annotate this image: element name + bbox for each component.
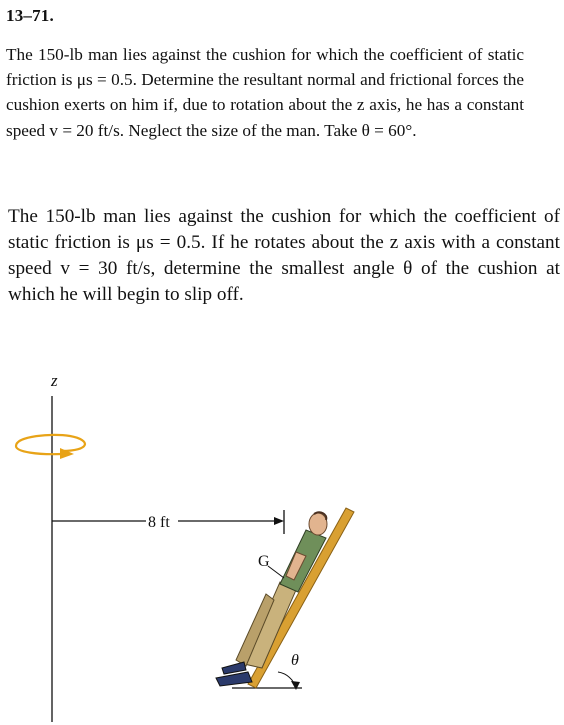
angle-label: θ [291,652,299,669]
figure-rotating-man-cushion [0,360,564,725]
angle-arc [278,672,296,688]
center-of-gravity-label: G [258,553,270,570]
rotation-arrow-icon [16,435,85,459]
problem-number: 13–71. [6,6,54,25]
z-axis-label: z [51,371,58,390]
problem-text-part-2: The 150-lb man lies against the cushion for which the coefficient of static friction is μs = 0.5. If he rotates about the z axis with a constant speed v = 30 ft/s, determine the smallest angle θ of the cushion at which he will begin to slip off. [8,206,560,305]
dimension-arrowhead [274,517,284,525]
dimension-label: 8 ft [148,514,170,531]
angle-arrowhead [291,681,300,690]
problem-text-part-1: The 150-lb man lies against the cushion for which the coefficient of static friction is μs = 0.5. Determine the resultant normal and frictional forces the cushion exerts on him if, due to rotation about the z axis, he has a constant speed v = 20 ft/s. Neglect the size of the man. Take θ = 60°. [6,45,524,140]
center-of-gravity-leader [268,566,284,578]
